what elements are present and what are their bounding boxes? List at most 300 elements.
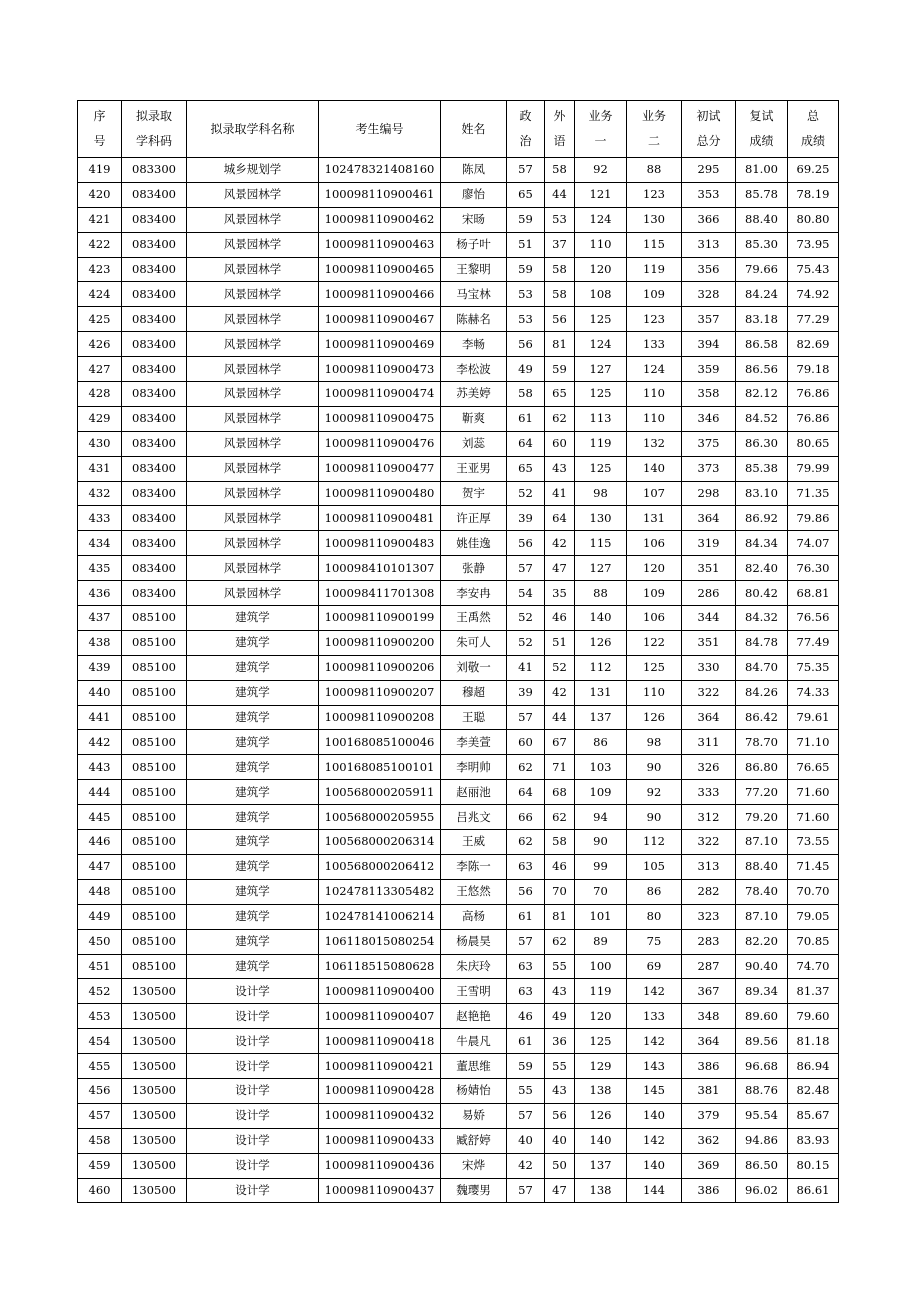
table-row <box>78 979 839 1004</box>
cell-subject-code: 085100 <box>122 830 187 855</box>
cell-politics: 66 <box>507 805 545 830</box>
cell-subject-code: 083400 <box>122 581 187 606</box>
cell-subject-name: 建筑学 <box>187 630 319 655</box>
cell-subject-code: 085100 <box>122 655 187 680</box>
cell-final-score: 79.99 <box>788 456 839 481</box>
cell-initial-total: 386 <box>682 1178 736 1203</box>
cell-retest-score: 81.00 <box>736 158 788 183</box>
cell-language: 43 <box>545 1078 575 1103</box>
cell-final-score: 68.81 <box>788 581 839 606</box>
cell-subject-name: 建筑学 <box>187 780 319 805</box>
header-line-2: 成绩 <box>749 134 774 148</box>
table-row <box>78 755 839 780</box>
cell-initial-total: 364 <box>682 506 736 531</box>
cell-subject-one: 137 <box>575 1153 627 1178</box>
cell-retest-score: 96.68 <box>736 1054 788 1079</box>
cell-subject-two: 122 <box>627 630 682 655</box>
cell-initial-total: 295 <box>682 158 736 183</box>
cell-politics: 57 <box>507 929 545 954</box>
cell-index: 444 <box>78 780 122 805</box>
cell-index: 420 <box>78 182 122 207</box>
cell-retest-score: 84.78 <box>736 630 788 655</box>
cell-language: 44 <box>545 182 575 207</box>
cell-retest-score: 88.40 <box>736 854 788 879</box>
cell-subject-one: 124 <box>575 207 627 232</box>
cell-subject-name: 风景园林学 <box>187 481 319 506</box>
cell-candidate-id: 100098110900432 <box>319 1103 441 1128</box>
cell-final-score: 79.60 <box>788 1004 839 1029</box>
cell-final-score: 79.18 <box>788 357 839 382</box>
cell-subject-name: 建筑学 <box>187 606 319 631</box>
cell-final-score: 80.65 <box>788 431 839 456</box>
table-row <box>78 830 839 855</box>
cell-subject-two: 92 <box>627 780 682 805</box>
cell-initial-total: 322 <box>682 830 736 855</box>
cell-candidate-id: 100098110900462 <box>319 207 441 232</box>
table-row <box>78 307 839 332</box>
cell-index: 440 <box>78 680 122 705</box>
table-row <box>78 879 839 904</box>
cell-politics: 61 <box>507 1029 545 1054</box>
cell-final-score: 70.70 <box>788 879 839 904</box>
cell-subject-one: 70 <box>575 879 627 904</box>
cell-final-score: 80.80 <box>788 207 839 232</box>
cell-subject-name: 风景园林学 <box>187 282 319 307</box>
cell-final-score: 70.85 <box>788 929 839 954</box>
cell-language: 65 <box>545 382 575 407</box>
cell-index: 456 <box>78 1078 122 1103</box>
cell-name: 贺宇 <box>441 481 507 506</box>
cell-subject-one: 108 <box>575 282 627 307</box>
cell-subject-name: 风景园林学 <box>187 556 319 581</box>
cell-name: 李安冉 <box>441 581 507 606</box>
cell-index: 442 <box>78 730 122 755</box>
cell-politics: 57 <box>507 158 545 183</box>
cell-retest-score: 82.12 <box>736 382 788 407</box>
cell-initial-total: 386 <box>682 1054 736 1079</box>
cell-subject-code: 130500 <box>122 1054 187 1079</box>
cell-initial-total: 351 <box>682 556 736 581</box>
cell-retest-score: 86.80 <box>736 755 788 780</box>
cell-final-score: 74.70 <box>788 954 839 979</box>
cell-language: 44 <box>545 705 575 730</box>
cell-subject-one: 131 <box>575 680 627 705</box>
cell-retest-score: 83.18 <box>736 307 788 332</box>
cell-initial-total: 282 <box>682 879 736 904</box>
cell-politics: 55 <box>507 1078 545 1103</box>
cell-subject-name: 设计学 <box>187 979 319 1004</box>
header-line-2: 总分 <box>696 134 721 148</box>
cell-subject-two: 145 <box>627 1078 682 1103</box>
cell-retest-score: 86.56 <box>736 357 788 382</box>
cell-name: 陈凤 <box>441 158 507 183</box>
cell-retest-score: 84.26 <box>736 680 788 705</box>
cell-candidate-id: 106118015080254 <box>319 929 441 954</box>
cell-retest-score: 88.76 <box>736 1078 788 1103</box>
cell-candidate-id: 100098110900433 <box>319 1128 441 1153</box>
cell-candidate-id: 100568000205955 <box>319 805 441 830</box>
cell-final-score: 75.35 <box>788 655 839 680</box>
cell-subject-two: 142 <box>627 1128 682 1153</box>
cell-retest-score: 85.30 <box>736 232 788 257</box>
cell-subject-two: 105 <box>627 854 682 879</box>
col-header-subject-two <box>627 101 682 158</box>
cell-final-score: 76.65 <box>788 755 839 780</box>
cell-subject-two: 123 <box>627 307 682 332</box>
cell-subject-one: 126 <box>575 1103 627 1128</box>
cell-subject-name: 建筑学 <box>187 954 319 979</box>
cell-name: 陈赫名 <box>441 307 507 332</box>
cell-final-score: 73.55 <box>788 830 839 855</box>
header-line-1: 拟录取学科名称 <box>210 122 295 136</box>
cell-subject-code: 083400 <box>122 282 187 307</box>
table-row <box>78 531 839 556</box>
cell-subject-code: 130500 <box>122 979 187 1004</box>
cell-final-score: 80.15 <box>788 1153 839 1178</box>
cell-index: 443 <box>78 755 122 780</box>
cell-final-score: 73.95 <box>788 232 839 257</box>
cell-subject-one: 100 <box>575 954 627 979</box>
cell-index: 441 <box>78 705 122 730</box>
table-row <box>78 680 839 705</box>
table-row <box>78 1103 839 1128</box>
cell-subject-one: 125 <box>575 1029 627 1054</box>
cell-index: 445 <box>78 805 122 830</box>
cell-initial-total: 366 <box>682 207 736 232</box>
cell-candidate-id: 100098110900477 <box>319 456 441 481</box>
cell-candidate-id: 100098410101307 <box>319 556 441 581</box>
cell-language: 46 <box>545 606 575 631</box>
cell-politics: 39 <box>507 680 545 705</box>
cell-candidate-id: 100568000206314 <box>319 830 441 855</box>
cell-subject-two: 130 <box>627 207 682 232</box>
cell-subject-name: 风景园林学 <box>187 581 319 606</box>
cell-subject-code: 083400 <box>122 382 187 407</box>
cell-index: 448 <box>78 879 122 904</box>
table-row <box>78 207 839 232</box>
cell-subject-code: 085100 <box>122 730 187 755</box>
cell-language: 47 <box>545 556 575 581</box>
table-body <box>78 158 839 1203</box>
cell-final-score: 71.60 <box>788 805 839 830</box>
cell-final-score: 75.43 <box>788 257 839 282</box>
header-line-2: 二 <box>647 134 660 148</box>
table-row <box>78 332 839 357</box>
table-row <box>78 606 839 631</box>
cell-subject-one: 113 <box>575 406 627 431</box>
cell-subject-one: 99 <box>575 854 627 879</box>
cell-politics: 61 <box>507 406 545 431</box>
cell-subject-two: 115 <box>627 232 682 257</box>
cell-retest-score: 86.42 <box>736 705 788 730</box>
cell-language: 55 <box>545 1054 575 1079</box>
cell-subject-code: 083400 <box>122 456 187 481</box>
cell-subject-code: 085100 <box>122 780 187 805</box>
cell-index: 431 <box>78 456 122 481</box>
cell-subject-two: 140 <box>627 456 682 481</box>
cell-retest-score: 80.42 <box>736 581 788 606</box>
cell-final-score: 71.60 <box>788 780 839 805</box>
cell-candidate-id: 100098110900199 <box>319 606 441 631</box>
cell-index: 422 <box>78 232 122 257</box>
cell-candidate-id: 100098110900473 <box>319 357 441 382</box>
cell-subject-two: 133 <box>627 332 682 357</box>
table-header <box>78 101 839 158</box>
cell-subject-name: 风景园林学 <box>187 357 319 382</box>
cell-initial-total: 313 <box>682 232 736 257</box>
cell-subject-name: 建筑学 <box>187 929 319 954</box>
cell-subject-code: 085100 <box>122 929 187 954</box>
cell-final-score: 74.33 <box>788 680 839 705</box>
cell-index: 453 <box>78 1004 122 1029</box>
cell-subject-code: 083400 <box>122 481 187 506</box>
table-row <box>78 556 839 581</box>
cell-initial-total: 287 <box>682 954 736 979</box>
cell-candidate-id: 100098110900407 <box>319 1004 441 1029</box>
cell-language: 71 <box>545 755 575 780</box>
cell-subject-two: 88 <box>627 158 682 183</box>
cell-subject-code: 085100 <box>122 630 187 655</box>
cell-candidate-id: 106118515080628 <box>319 954 441 979</box>
header-line-2: 学科码 <box>135 134 172 148</box>
cell-name: 廖怡 <box>441 182 507 207</box>
cell-retest-score: 89.60 <box>736 1004 788 1029</box>
cell-candidate-id: 102478113305482 <box>319 879 441 904</box>
cell-subject-one: 90 <box>575 830 627 855</box>
cell-subject-two: 86 <box>627 879 682 904</box>
cell-subject-code: 130500 <box>122 1078 187 1103</box>
cell-subject-two: 106 <box>627 606 682 631</box>
cell-language: 67 <box>545 730 575 755</box>
cell-politics: 60 <box>507 730 545 755</box>
cell-politics: 40 <box>507 1128 545 1153</box>
cell-candidate-id: 100098110900467 <box>319 307 441 332</box>
cell-politics: 56 <box>507 531 545 556</box>
cell-subject-code: 083400 <box>122 431 187 456</box>
cell-final-score: 76.86 <box>788 382 839 407</box>
cell-subject-one: 109 <box>575 780 627 805</box>
cell-subject-one: 92 <box>575 158 627 183</box>
cell-language: 47 <box>545 1178 575 1203</box>
cell-name: 李美萱 <box>441 730 507 755</box>
cell-candidate-id: 100098110900466 <box>319 282 441 307</box>
cell-subject-code: 083400 <box>122 182 187 207</box>
cell-name: 臧舒婷 <box>441 1128 507 1153</box>
cell-subject-one: 101 <box>575 904 627 929</box>
cell-index: 426 <box>78 332 122 357</box>
cell-subject-name: 设计学 <box>187 1004 319 1029</box>
header-line-2: 语 <box>553 134 566 148</box>
cell-language: 42 <box>545 531 575 556</box>
header-line-1: 总 <box>806 109 819 123</box>
cell-language: 37 <box>545 232 575 257</box>
cell-subject-name: 风景园林学 <box>187 332 319 357</box>
cell-subject-name: 设计学 <box>187 1178 319 1203</box>
cell-subject-code: 085100 <box>122 954 187 979</box>
cell-initial-total: 364 <box>682 705 736 730</box>
cell-language: 60 <box>545 431 575 456</box>
cell-candidate-id: 100098110900476 <box>319 431 441 456</box>
cell-subject-code: 085100 <box>122 705 187 730</box>
cell-language: 58 <box>545 830 575 855</box>
cell-subject-two: 69 <box>627 954 682 979</box>
cell-retest-score: 86.58 <box>736 332 788 357</box>
cell-language: 62 <box>545 805 575 830</box>
cell-subject-name: 设计学 <box>187 1029 319 1054</box>
cell-subject-two: 124 <box>627 357 682 382</box>
cell-subject-one: 138 <box>575 1078 627 1103</box>
cell-final-score: 71.10 <box>788 730 839 755</box>
cell-politics: 57 <box>507 556 545 581</box>
cell-subject-two: 112 <box>627 830 682 855</box>
cell-subject-two: 106 <box>627 531 682 556</box>
cell-name: 靳爽 <box>441 406 507 431</box>
cell-language: 70 <box>545 879 575 904</box>
col-header-name <box>441 101 507 158</box>
cell-subject-one: 126 <box>575 630 627 655</box>
table-row <box>78 1178 839 1203</box>
cell-subject-name: 风景园林学 <box>187 506 319 531</box>
cell-language: 36 <box>545 1029 575 1054</box>
cell-language: 81 <box>545 904 575 929</box>
cell-politics: 52 <box>507 630 545 655</box>
cell-candidate-id: 100098110900465 <box>319 257 441 282</box>
cell-initial-total: 346 <box>682 406 736 431</box>
header-line-1: 业务 <box>588 109 613 123</box>
cell-name: 吕兆文 <box>441 805 507 830</box>
cell-subject-name: 建筑学 <box>187 655 319 680</box>
cell-subject-code: 083400 <box>122 232 187 257</box>
cell-subject-one: 86 <box>575 730 627 755</box>
table-row <box>78 357 839 382</box>
cell-subject-one: 127 <box>575 556 627 581</box>
cell-language: 59 <box>545 357 575 382</box>
cell-final-score: 79.61 <box>788 705 839 730</box>
cell-name: 王威 <box>441 830 507 855</box>
cell-language: 56 <box>545 1103 575 1128</box>
cell-index: 446 <box>78 830 122 855</box>
cell-candidate-id: 100098110900474 <box>319 382 441 407</box>
cell-subject-name: 设计学 <box>187 1153 319 1178</box>
cell-name: 李陈一 <box>441 854 507 879</box>
cell-politics: 64 <box>507 780 545 805</box>
cell-final-score: 71.35 <box>788 481 839 506</box>
cell-subject-two: 142 <box>627 979 682 1004</box>
cell-initial-total: 333 <box>682 780 736 805</box>
cell-politics: 64 <box>507 431 545 456</box>
cell-politics: 56 <box>507 332 545 357</box>
cell-retest-score: 83.10 <box>736 481 788 506</box>
cell-politics: 57 <box>507 1178 545 1203</box>
cell-politics: 56 <box>507 879 545 904</box>
cell-politics: 61 <box>507 904 545 929</box>
cell-index: 449 <box>78 904 122 929</box>
cell-initial-total: 353 <box>682 182 736 207</box>
cell-initial-total: 357 <box>682 307 736 332</box>
table-row <box>78 1153 839 1178</box>
cell-subject-code: 083400 <box>122 207 187 232</box>
cell-politics: 65 <box>507 182 545 207</box>
cell-initial-total: 323 <box>682 904 736 929</box>
cell-final-score: 78.19 <box>788 182 839 207</box>
header-line-2: 成绩 <box>800 134 825 148</box>
cell-index: 438 <box>78 630 122 655</box>
cell-retest-score: 86.92 <box>736 506 788 531</box>
cell-subject-one: 138 <box>575 1178 627 1203</box>
cell-subject-two: 143 <box>627 1054 682 1079</box>
cell-candidate-id: 100098110900428 <box>319 1078 441 1103</box>
cell-subject-one: 121 <box>575 182 627 207</box>
cell-initial-total: 369 <box>682 1153 736 1178</box>
table-row <box>78 1004 839 1029</box>
cell-candidate-id: 100098110900400 <box>319 979 441 1004</box>
cell-retest-score: 89.56 <box>736 1029 788 1054</box>
cell-subject-one: 140 <box>575 606 627 631</box>
cell-candidate-id: 100098110900437 <box>319 1178 441 1203</box>
cell-language: 52 <box>545 655 575 680</box>
cell-subject-name: 建筑学 <box>187 904 319 929</box>
cell-politics: 63 <box>507 979 545 1004</box>
cell-subject-two: 110 <box>627 382 682 407</box>
cell-subject-code: 083400 <box>122 506 187 531</box>
cell-subject-code: 130500 <box>122 1153 187 1178</box>
cell-index: 451 <box>78 954 122 979</box>
cell-subject-name: 风景园林学 <box>187 382 319 407</box>
cell-name: 宋烨 <box>441 1153 507 1178</box>
cell-candidate-id: 100098110900481 <box>319 506 441 531</box>
cell-candidate-id: 100098110900483 <box>319 531 441 556</box>
cell-politics: 57 <box>507 1103 545 1128</box>
cell-subject-two: 109 <box>627 581 682 606</box>
cell-subject-two: 98 <box>627 730 682 755</box>
cell-retest-score: 96.02 <box>736 1178 788 1203</box>
cell-language: 58 <box>545 257 575 282</box>
cell-index: 454 <box>78 1029 122 1054</box>
table-row <box>78 805 839 830</box>
header-line-2: 一 <box>594 134 607 148</box>
cell-initial-total: 283 <box>682 929 736 954</box>
cell-subject-code: 085100 <box>122 680 187 705</box>
cell-subject-code: 085100 <box>122 879 187 904</box>
cell-final-score: 79.86 <box>788 506 839 531</box>
table-row <box>78 158 839 183</box>
cell-index: 455 <box>78 1054 122 1079</box>
cell-politics: 46 <box>507 1004 545 1029</box>
cell-name: 赵艳艳 <box>441 1004 507 1029</box>
cell-subject-name: 设计学 <box>187 1078 319 1103</box>
col-header-retest-score <box>736 101 788 158</box>
cell-subject-name: 风景园林学 <box>187 182 319 207</box>
cell-retest-score: 86.30 <box>736 431 788 456</box>
table-row <box>78 456 839 481</box>
cell-subject-one: 89 <box>575 929 627 954</box>
cell-subject-one: 129 <box>575 1054 627 1079</box>
cell-name: 王聪 <box>441 705 507 730</box>
cell-subject-one: 98 <box>575 481 627 506</box>
cell-candidate-id: 102478321408160 <box>319 158 441 183</box>
cell-politics: 59 <box>507 1054 545 1079</box>
cell-candidate-id: 100098110900418 <box>319 1029 441 1054</box>
cell-subject-one: 88 <box>575 581 627 606</box>
table-row <box>78 431 839 456</box>
cell-final-score: 81.18 <box>788 1029 839 1054</box>
col-header-final-score <box>788 101 839 158</box>
cell-candidate-id: 100098110900421 <box>319 1054 441 1079</box>
col-header-initial-total <box>682 101 736 158</box>
cell-final-score: 74.07 <box>788 531 839 556</box>
table-row <box>78 780 839 805</box>
cell-subject-one: 130 <box>575 506 627 531</box>
